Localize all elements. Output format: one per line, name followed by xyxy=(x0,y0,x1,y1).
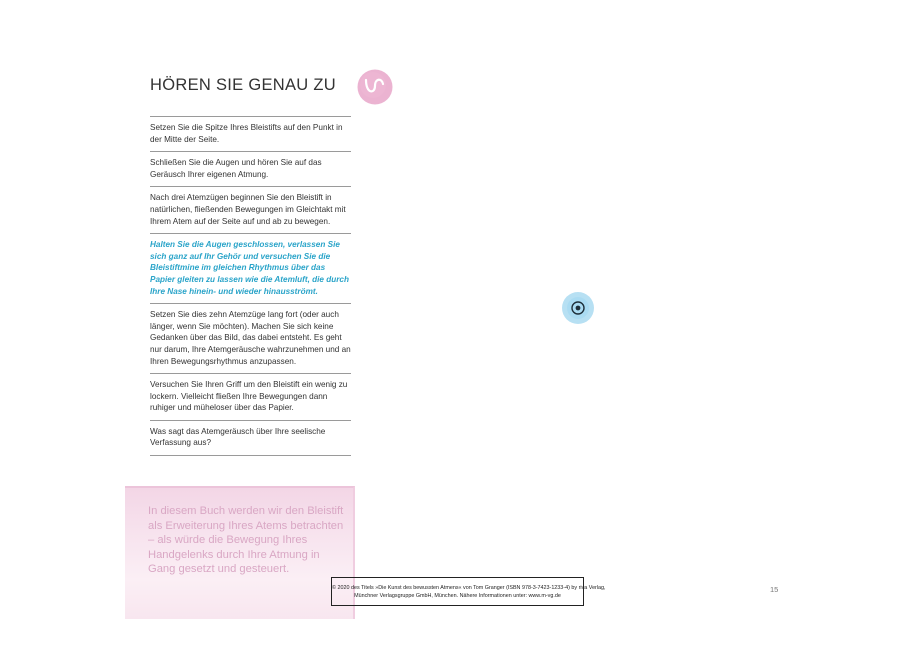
instruction-step: Setzen Sie die Spitze Ihres Bleistifts auf den Punkt in der Mitte der Seite. xyxy=(150,117,351,152)
instruction-step: Was sagt das Atemgeräusch über Ihre seelische Verfassung aus? xyxy=(150,421,351,456)
instruction-step: Setzen Sie dies zehn Atemzüge lang fort (oder auch länger, wenn Sie möchten). Machen Sie sich keine Gedanken über das Bild, das dabei entsteht. Es geht nur darum, Ihre Atemgeräusche wahrzunehmen und an Ihren Bewegungsrhythmus anzupassen. xyxy=(150,304,351,374)
copyright-line-1: © 2020 des Titels »Die Kunst des bewussten Atmens« von Tom Granger (ISBN 978-3-7423-1233-4) by riva Verlag, xyxy=(332,585,606,591)
breath-wave-icon xyxy=(356,68,394,106)
page-title: HÖREN SIE GENAU ZU xyxy=(150,76,337,94)
copyright-line-2: Münchner Verlagsgruppe GmbH, München. Nähere Informationen unter: www.m-vg.de xyxy=(354,593,561,599)
quote-box xyxy=(125,486,355,619)
instruction-step: Schließen Sie die Augen und hören Sie auf das Geräusch Ihrer eigenen Atmung. xyxy=(150,152,351,187)
instruction-step: Nach drei Atemzügen beginnen Sie den Bleistift in natürlichen, fließenden Bewegungen im Gleichtakt mit Ihrem Atem auf der Seite auf und ab zu bewegen. xyxy=(150,187,351,234)
quote-text: In diesem Buch werden wir den Bleistift als Erweiterung Ihres Atems betrachten – als würde die Bewegung Ihres Handgelenks durch Ihre Atmung in Gang gesetzt und gesteuert. xyxy=(148,505,344,576)
eye-dot-icon xyxy=(560,290,596,326)
instruction-step-highlight: Halten Sie die Augen geschlossen, verlassen Sie sich ganz auf Ihr Gehör und versuchen Sie die Bleistiftmine im gleichen Rhythmus über das Papier gleiten zu lassen wie die Atemluft, die durch Ihre Nase hinein- und wieder hinausströmt. xyxy=(150,234,351,304)
copyright-notice xyxy=(331,577,606,606)
instruction-list xyxy=(150,116,351,456)
page-number: 15 xyxy=(770,585,779,594)
instruction-step: Versuchen Sie Ihren Griff um den Bleistift ein wenig zu lockern. Vielleicht fließen Ihre Bewegungen dann ruhiger und müheloser über das Papier. xyxy=(150,374,351,421)
